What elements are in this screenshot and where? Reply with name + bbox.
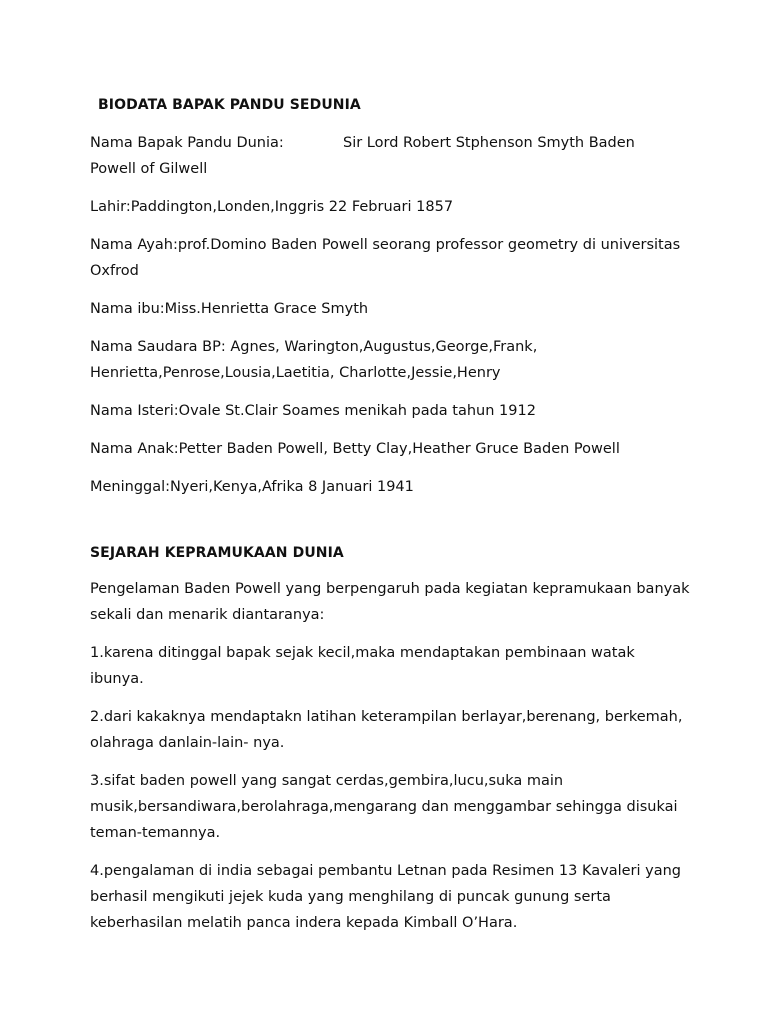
section-gap (90, 512, 690, 540)
item3-line-1: 3.sifat baden powell yang sangat cerdas,gembira,lucu,suka main (90, 773, 564, 789)
item2-line-2: olahraga danlain-lain- nya. (90, 735, 285, 751)
item4-line-2: berhasil mengikuti jejek kuda yang menghilang di puncak gunung serta (90, 889, 611, 905)
nama-label: Nama Bapak Pandu Dunia: (90, 135, 284, 151)
item3-line-3: teman-temannya. (90, 825, 221, 841)
saudara-line-1: Nama Saudara BP: Agnes, Warington,Augustus,George,Frank, (90, 339, 538, 355)
ayah-line-2: Oxfrod (90, 263, 139, 279)
ayah-line-1: Nama Ayah:prof.Domino Baden Powell seorang professor geometry di universitas (90, 237, 681, 253)
intro-line-2: sekali dan menarik diantaranya: (90, 607, 325, 623)
nama-ayah (90, 232, 690, 284)
sejarah-item-1: 1.karena ditinggal bapak sejak kecil,maka mendaptakan pembinaan watak ibunya. (90, 645, 635, 687)
document-body (90, 92, 690, 948)
sejarah-intro (90, 576, 690, 628)
nama-isteri: Nama Isteri:Ovale St.Clair Soames menikah pada tahun 1912 (90, 403, 536, 419)
item4-line-1: 4.pengalaman di india sebagai pembantu Letnan pada Resimen 13 Kavaleri yang (90, 863, 681, 879)
nama-anak: Nama Anak:Petter Baden Powell, Betty Clay,Heather Gruce Baden Powell (90, 441, 620, 457)
item2-line-1: 2.dari kakaknya mendaptakn latihan keterampilan berlayar,berenang, berkemah, (90, 709, 683, 725)
sejarah-item-3 (90, 768, 690, 846)
lahir-line: Lahir:Paddington,Londen,Inggris 22 Februari 1857 (90, 199, 454, 215)
nama-saudara (90, 334, 690, 386)
intro-line-1: Pengelaman Baden Powell yang berpengaruh pada kegiatan kepramukaan banyak (90, 581, 690, 597)
sejarah-title: SEJARAH KEPRAMUKAAN DUNIA (90, 545, 344, 561)
item4-line-3: keberhasilan melatih panca indera kepada Kimball O’Hara. (90, 915, 518, 931)
biodata-title: BIODATA BAPAK PANDU SEDUNIA (98, 97, 361, 113)
meninggal-line: Meninggal:Nyeri,Kenya,Afrika 8 Januari 1941 (90, 479, 414, 495)
sejarah-item-4 (90, 858, 690, 936)
item3-line-2: musik,bersandiwara,berolahraga,mengarang dan menggambar sehingga disukai (90, 799, 678, 815)
nama-ibu: Nama ibu:Miss.Henrietta Grace Smyth (90, 301, 369, 317)
nama-value: Sir Lord Robert Stphenson Smyth Baden (343, 135, 635, 151)
saudara-line-2: Henrietta,Penrose,Lousia,Laetitia, Charlotte,Jessie,Henry (90, 365, 501, 381)
sejarah-item-2 (90, 704, 690, 756)
nama-value-continued: Powell of Gilwell (90, 161, 208, 177)
nama-bapak-pandu (90, 130, 690, 182)
